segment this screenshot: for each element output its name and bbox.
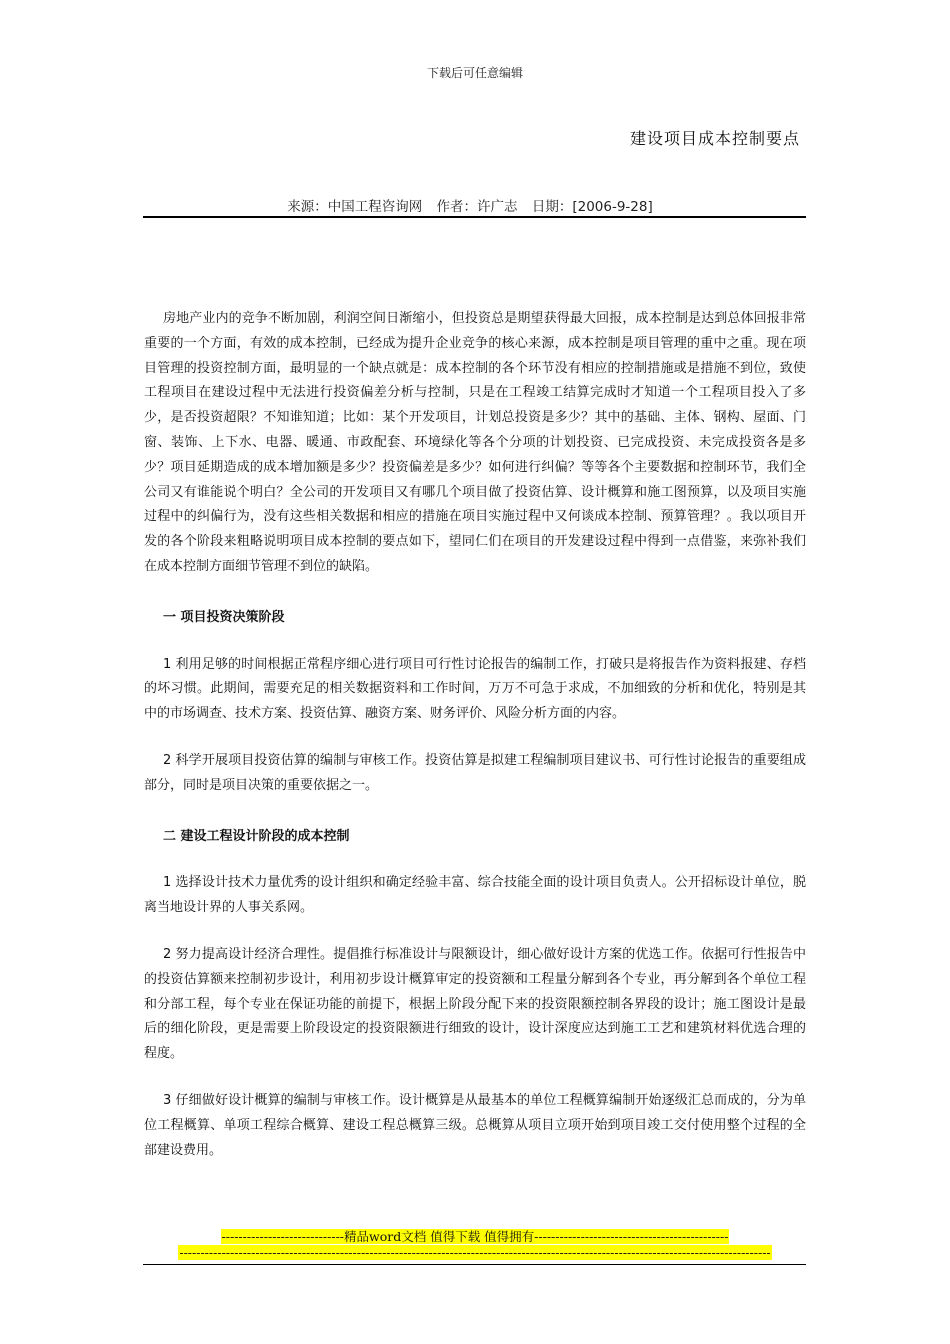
- paragraph: 3 仔细做好设计概算的编制与审核工作。设计概算是从最基本的单位工程概算编制开始逐级汇总而成的，分为单位工程概算、单项工程综合概算、建设工程总概算三级。总概算从项目立项开始到项目竣工交付使用整个过程的全部建设费用。: [144, 1092, 806, 1158]
- intro-paragraph: 房地产业内的竞争不断加剧，利润空间日渐缩小，但投资总是期望获得最大回报，成本控制是达到总体回报非常重要的一个方面，有效的成本控制，已经成为提升企业竞争的核心来源，成本控制是项目管理的重中之重。现在项目管理的投资控制方面，最明显的一个缺点就是：成本控制的各个环节没有相应的控制措施或是措施不到位，致使工程项目在建设过程中无法进行投资偏差分析与控制，只是在工程竣工结算完成时才知道一个工程项目投入了多少，是否投资超限？不知谁知道；比如：某个开发项目，计划总投资是多少？其中的基础、主体、钢构、屋面、门窗、装饰、上下水、电器、暖通、市政配套、环境绿化等各个分项的计划投资、已完成投资、未完成投资各是多少？项目延期造成的成本增加额是多少？投资偏差是多少？如何进行纠偏？等等各个主要数据和控制环节，我们全公司又有谁能说个明白？全公司的开发项目又有哪几个项目做了投资估算、设计概算和施工图预算，以及项目实施过程中的纠偏行为，没有这些相关数据和相应的措施在项目实施过程中又何谈成本控制、预算管理？。我以项目开发的各个阶段来粗略说明项目成本控制的要点如下，望同仁们在项目的开发建设过程中得到一点借鉴，来弥补我们在成本控制方面细节管理不到位的缺陷。: [144, 311, 806, 574]
- footer-divider: [143, 1264, 806, 1265]
- header-note: 下载后可任意编辑: [426, 66, 523, 80]
- meta-date: 日期：[2006-9-28]: [531, 199, 653, 215]
- header-divider: [143, 216, 806, 218]
- article-meta: [0, 195, 950, 215]
- meta-author: 作者：许广志: [436, 199, 518, 215]
- footer-dash-line: --------------------------------------------------------------------------------------------------------------------------------------------: [179, 1245, 771, 1260]
- section-heading: 二 建设工程设计阶段的成本控制: [163, 828, 350, 844]
- article-body: [144, 307, 806, 1163]
- meta-source: 来源：中国工程咨询网: [287, 199, 423, 215]
- paragraph: 2 努力提高设计经济合理性。提倡推行标准设计与限额设计，细心做好设计方案的优选工作。依据可行性报告中的投资估算额来控制初步设计，利用初步设计概算审定的投资额和工程量分解到各个专业，再分解到各个单位工程和分部工程，每个专业在保证功能的前提下，根据上阶段分配下来的投资限额控制各界段的设计；施工图设计是最后的细化阶段，更是需要上阶段设定的投资限额进行细致的设计，设计深度应达到施工工艺和建筑材料优选合理的程度。: [144, 946, 806, 1062]
- footer-banner: [0, 1229, 950, 1245]
- section-heading: 一 项目投资决策阶段: [163, 609, 285, 625]
- paragraph: 2 科学开展项目投资估算的编制与审核工作。投资估算是拟建工程编制项目建议书、可行性讨论报告的重要组成部分，同时是项目决策的重要依据之一。: [144, 752, 806, 793]
- document-title: 建设项目成本控制要点: [629, 129, 800, 148]
- footer-banner-dashes: [0, 1245, 950, 1261]
- paragraph: 1 选择设计技术力量优秀的设计组织和确定经验丰富、综合技能全面的设计项目负责人。公开招标设计单位，脱离当地设计界的人事关系网。: [144, 875, 806, 916]
- footer-banner-line: -----------------------------精品word文档 值得下载 值得拥有----------------------------------------------: [221, 1229, 729, 1244]
- paragraph: 1 利用足够的时间根据正常程序细心进行项目可行性讨论报告的编制工作，打破只是将报告作为资料报建、存档的坏习惯。此期间，需要充足的相关数据资料和工作时间，万万不可急于求成，不加细致的分析和优化，特别是其中的市场调查、技术方案、投资估算、融资方案、财务评价、风险分析方面的内容。: [144, 656, 806, 722]
